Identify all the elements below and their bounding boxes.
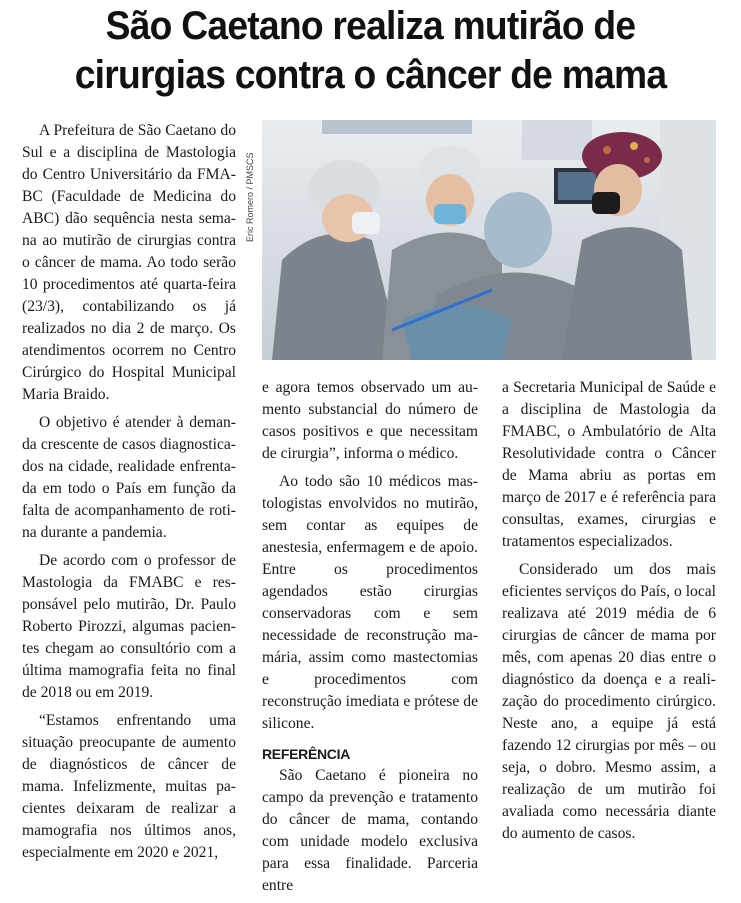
paragraph: A Prefeitura de São Caetano do Sul e a disciplina de Mastologia do Centro Universitário da FMABC (Faculdade de Medicina do ABC) dão sequência nesta semana ao mutirão de cirurgias contra o câncer de mama. Ao todo serão 10 procedimentos até quarta-feira (23/3), contabilizando os já realizados no dia 2 de março. Os atendimentos ocorrem no Centro Cirúrgico do Hospital Municipal Maria Braido. [22,122,236,403]
surgery-photo [262,120,716,360]
surgery-photo-illustration [262,120,716,360]
paragraph: O objetivo é atender à demanda crescente de casos diagnosticados na cidade, realidade enfrentada em todo o País em função da falta de acompanhamento de rotina durante a pandemia. [22,414,236,541]
column-1 [22,120,236,870]
paragraph: São Caetano é pioneira no campo da prevenção e tratamento do câncer de mama, contando com unidade modelo exclusiva para essa finalidade. Parceria entre [262,767,478,894]
paragraph: Ao todo são 10 médicos mastologistas envolvidos no mutirão, sem contar as equipes de anestesia, enfermagem e de apoio. Entre os procedimentos agendados estão cirurgias conservadoras com e sem necessidade de reconstrução mamária, assim como mastectomias e procedimentos com reconstrução imediata e prótese de silicone. [262,473,478,732]
column-2 [262,377,478,903]
column-3 [502,377,716,851]
paragraph: “Estamos enfrentando uma situação preocupante de aumento de diagnósticos de câncer de mama. Infelizmente, muitas pacientes deixaram de realizar a mamografia nos últimos anos, especialmente em 2020 e 2021, [22,712,236,861]
paragraph: De acordo com o professor de Mastologia da FMABC e responsável pelo mutirão, Dr. Paulo Roberto Pirozzi, algumas pacientes chegam ao consultório com a última mamografia feita no final de 2018 ou em 2019. [22,552,236,701]
paragraph: e agora temos observado um aumento substancial do número de casos positivos e que necessitam de cirurgia”, informa o médico. [262,379,478,462]
paragraph: Considerado um dos mais eficientes serviços do País, o local realizava até 2019 média de 6 cirurgias de câncer de mama por mês, com apenas 20 dias entre o diagnóstico da doença e a realização do procedimento cirúrgico. Neste ano, a equipe já está fazendo 12 cirurgias por mês – ou seja, o dobro. Mesmo assim, a realização de um mutirão foi avaliada como necessária diante do aumento de casos. [502,561,716,842]
photo-credit-text: Eric Romero / PMSCS [245,152,255,242]
paragraph: a Secretaria Municipal de Saúde e a disciplina de Mastologia da FMABC, o Ambulatório de Alta Resolutividade contra o Câncer de Mama abriu as portas em março de 2017 e é referência para consultas, exames, cirurgias e tratamentos especializados. [502,379,716,550]
section-subhead: REFERÊNCIA [262,746,351,762]
photo-credit [244,122,258,242]
headline: São Caetano realiza mutirão de cirurgias contra o câncer de mama [74,4,667,97]
